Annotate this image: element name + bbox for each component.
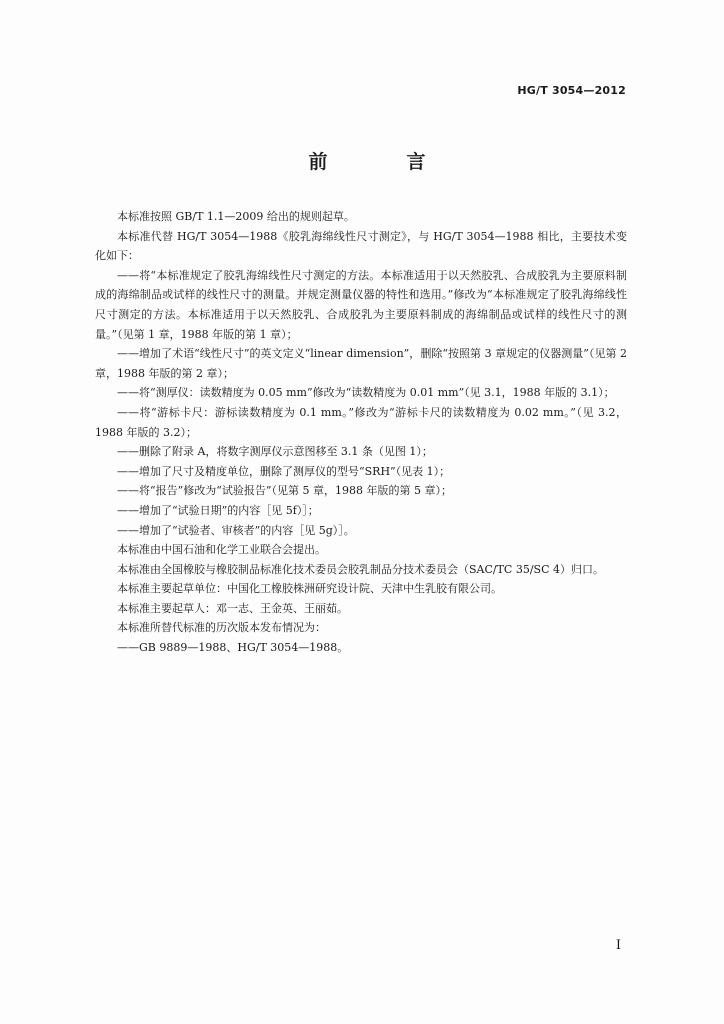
paragraph: 本标准主要起草单位：中国化工橡胶株洲研究设计院、天津中生乳胶有限公司。: [117, 582, 502, 596]
paragraph: ——增加了“试验日期”的内容［见 5f）］；: [117, 503, 319, 517]
paragraph: 本标准由中国石油和化学工业联合会提出。: [117, 543, 326, 557]
paragraph: 本标准所替代标准的历次版本发布情况为：: [117, 621, 326, 635]
paragraph: 本标准主要起草人：邓一志、王金英、王丽茹。: [117, 601, 348, 615]
standard-code: HG/T 3054—2012: [517, 84, 626, 97]
paragraph: ——GB 9889—1988、HG/T 3054—1988。: [117, 641, 349, 655]
paragraph: ——将“报告”修改为“试验报告”（见第 5 章，1988 年版的第 5 章）；: [117, 484, 452, 498]
paragraph: ——增加了“试验者、审核者”的内容［见 5g）］。: [117, 523, 355, 537]
paragraph: 本标准由全国橡胶与橡胶制品标准化技术委员会胶乳制品分技术委员会（SAC/TC 35/SC 4）归口。: [117, 562, 604, 576]
paragraph: 本标准按照 GB/T 1.1—2009 给出的规则起草。: [117, 210, 355, 223]
foreword-body: [95, 207, 627, 658]
paragraph: ——将“本标准规定了胶乳海绵线性尺寸测定的方法。本标准适用于以天然胶乳、合成胶乳为主要原料制成的海绵制品或试样的线性尺寸的测量。并规定测量仪器的特性和选用。”修改为“本标准规定了胶乳海绵线性尺寸测定的方法。本标准适用于以天然胶乳、合成胶乳为主要原料制成的海绵制品或试样的线性尺寸的测量。”（见第 1 章，1988 年版的第 1 章）；: [95, 268, 627, 341]
paragraph: ——增加了术语“线性尺寸”的英文定义“linear dimension”，删除“按照第 3 章规定的仪器测量”（见第 2 章，1988 年版的第 2 章）；: [95, 347, 627, 380]
paragraph: ——删除了附录 A，将数字测厚仪示意图移至 3.1 条（见图 1）；: [117, 445, 433, 459]
page-title: 前 言: [308, 151, 456, 173]
paragraph: ——增加了尺寸及精度单位，删除了测厚仪的型号“SRH”（见表 1）；: [117, 464, 451, 478]
paragraph: ——将“游标卡尺：游标读数精度为 0.1 mm。”修改为“游标卡尺的读数精度为 0.02 mm。”（见 3.2，1988 年版的 3.2）；: [95, 405, 627, 439]
paragraph: 本标准代替 HG/T 3054—1988《胶乳海绵线性尺寸测定》，与 HG/T 3054—1988 相比，主要技术变化如下：: [95, 229, 627, 263]
page-number: I: [615, 938, 621, 953]
paragraph: ——将“测厚仪：读数精度为 0.05 mm”修改为“读数精度为 0.01 mm”（见 3.1，1988 年版的 3.1）；: [117, 386, 615, 400]
